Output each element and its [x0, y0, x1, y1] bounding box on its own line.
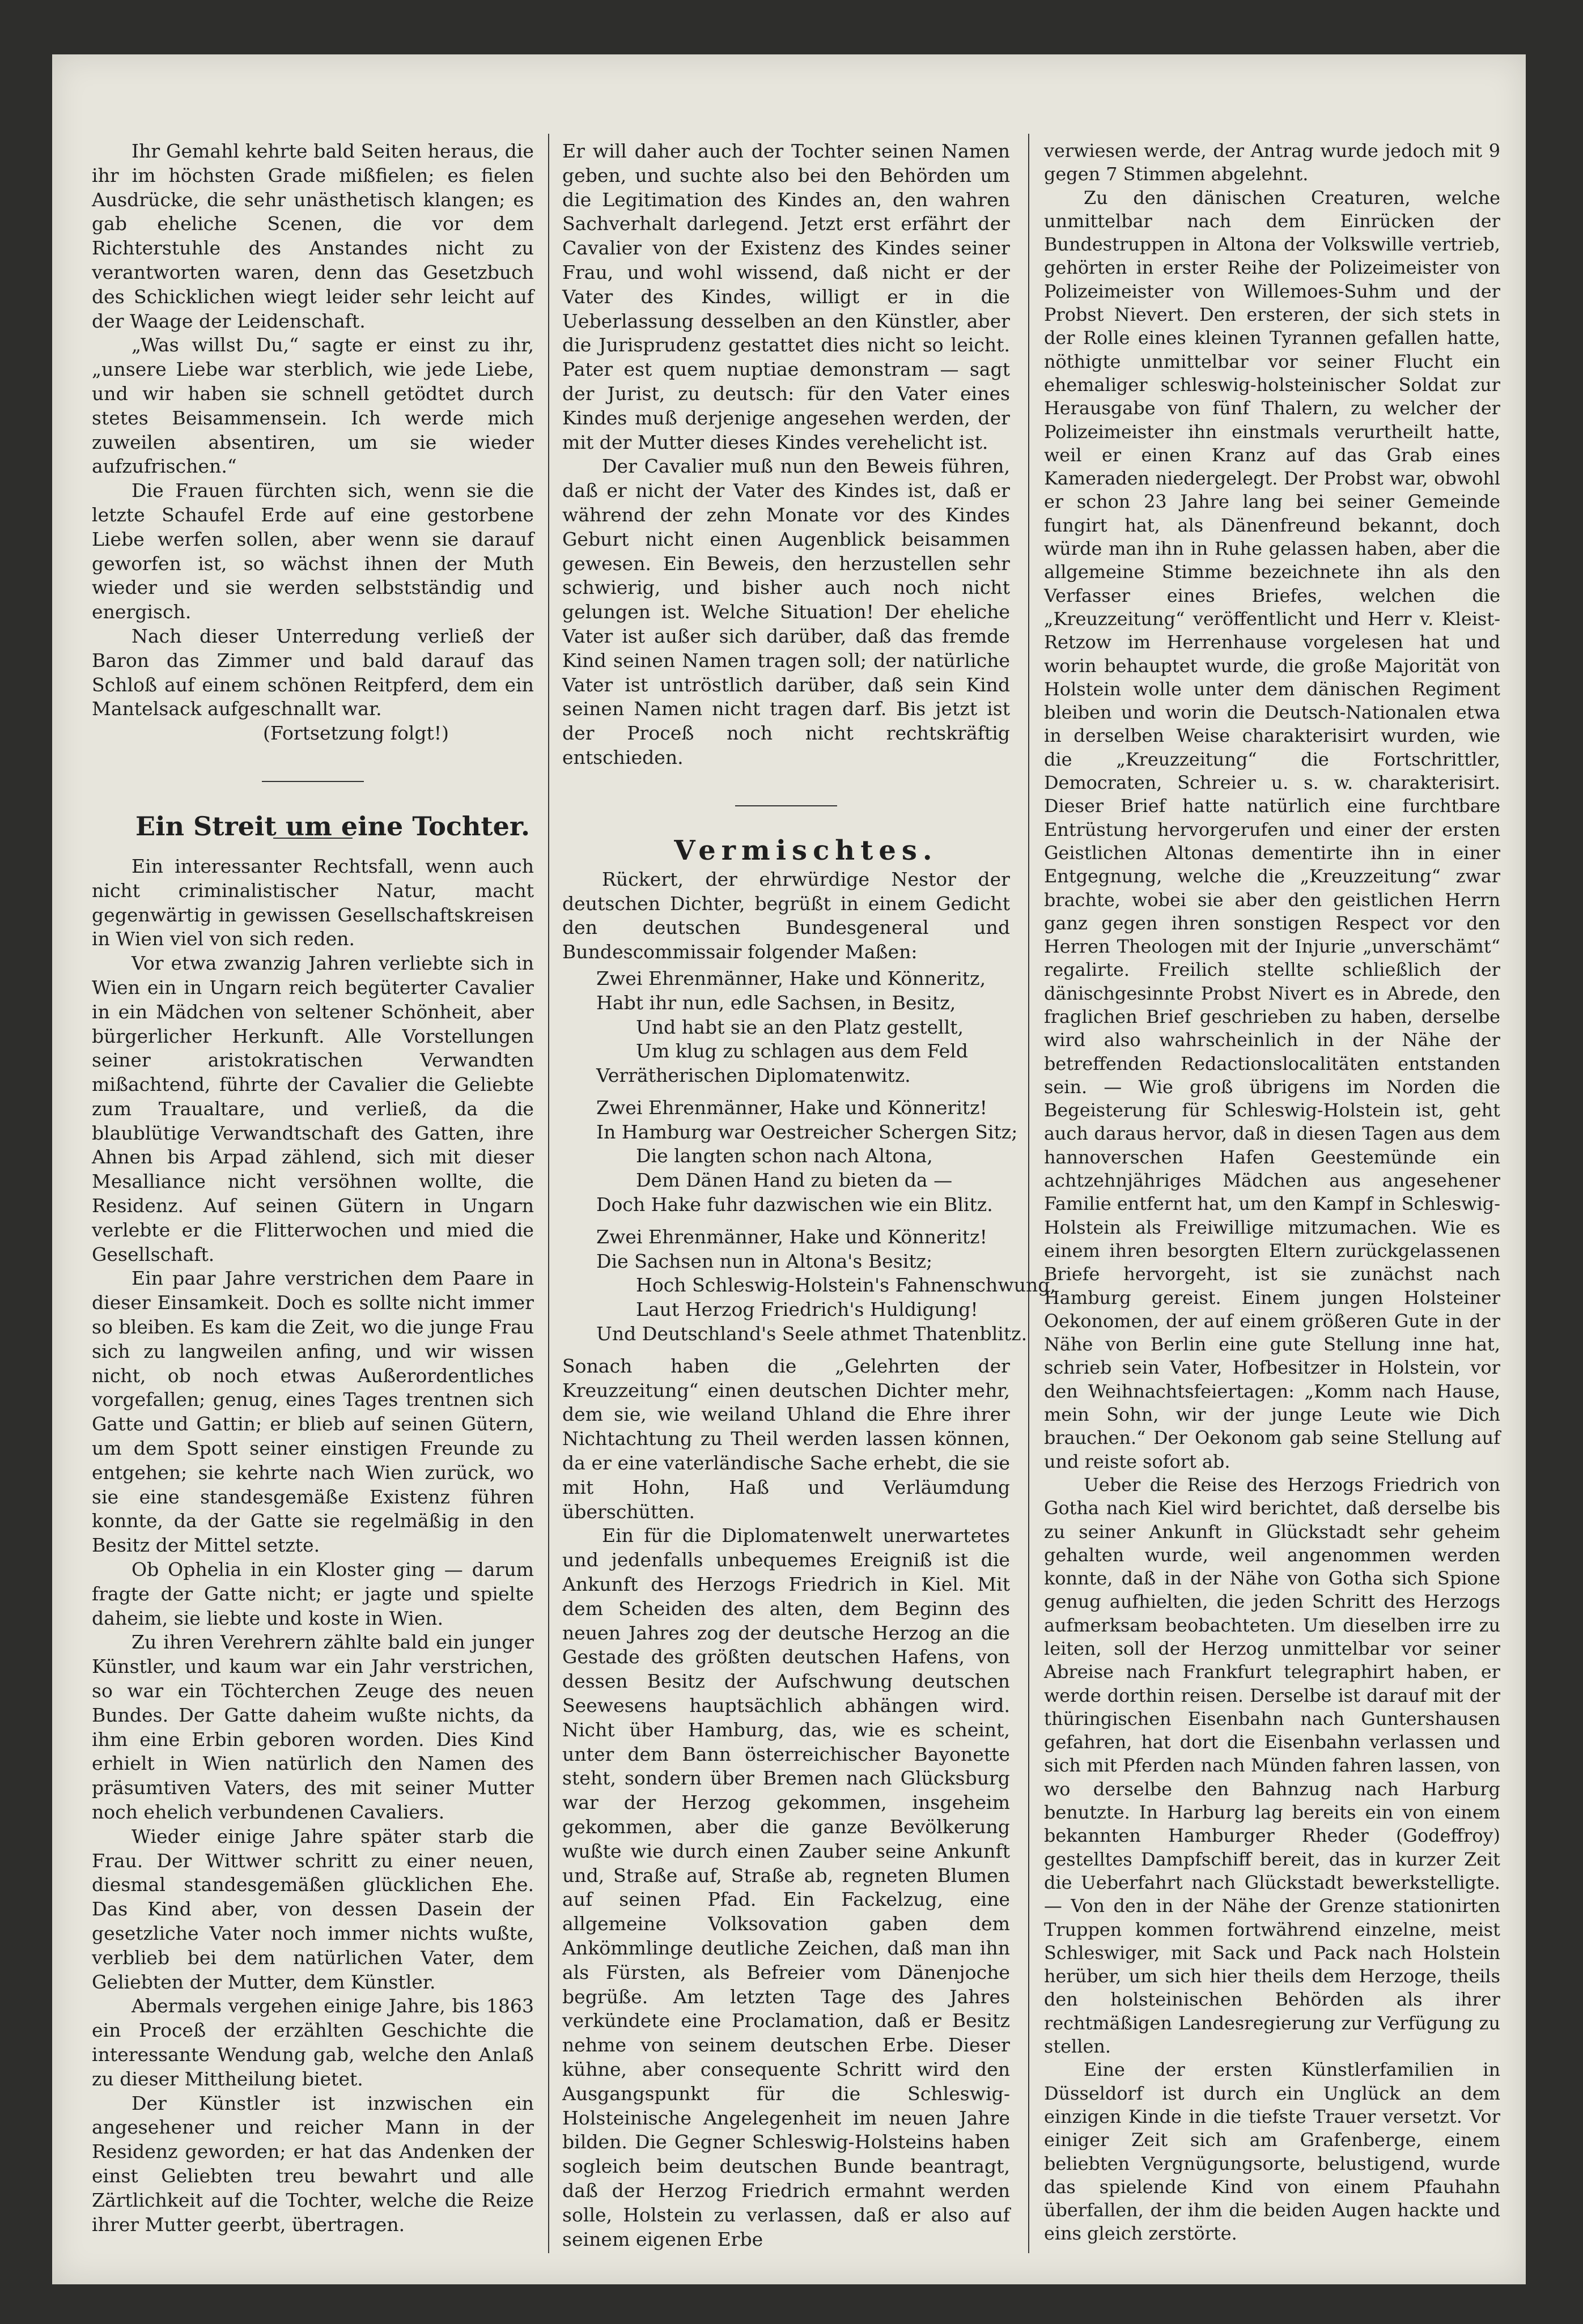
article-title: Ein Streit um eine Tochter.: [135, 810, 530, 842]
poem-line: Zwei Ehrenmänner, Hake und Könneritz,: [596, 967, 986, 989]
poem-line: Die langten schon nach Altona,: [636, 1145, 933, 1167]
paragraph: Die Frauen fürchten sich, wenn sie die letzte Schaufel Erde auf eine gestorbene Liebe werfen sollen, aber wenn sie darauf geworfen ist, so wächst ihnen der Muth wieder und sie werden selbstständig und energisch.: [92, 479, 534, 623]
poem-line: In Hamburg war Oestreicher Schergen Sitz;: [596, 1120, 1018, 1143]
poem-line: Zwei Ehrenmänner, Hake und Könneritz!: [596, 1225, 987, 1248]
poem-line: Um klug zu schlagen aus dem Feld: [636, 1040, 968, 1063]
poem-line: Verrätherischen Diplomatenwitz.: [596, 1064, 911, 1087]
paragraph: verwiesen werde, der Antrag wurde jedoch mit 9 gegen 7 Stimmen abgelehnt.: [1044, 140, 1500, 185]
poem-line: Die Sachsen nun in Altona's Besitz;: [596, 1250, 933, 1272]
paragraph: Abermals vergehen einige Jahre, bis 1863 ein Proceß der erzählten Geschichte die interessante Wendung gab, welche den Anlaß zu dieser Mittheilung bietet.: [92, 1995, 534, 2090]
poem-line: Laut Herzog Friedrich's Huldigung!: [636, 1298, 978, 1321]
column-3: [1044, 139, 1500, 2246]
poem-line: Dem Dänen Hand zu bieten da —: [636, 1169, 953, 1192]
paragraph: Zu ihren Verehrern zählte bald ein junger Künstler, und kaum war ein Jahr verstrichen, so war ein Töchterchen Zeuge des neuen Bundes. Der Gatte daheim wußte nichts, da ihm eine Erbin geboren worden. Dies Kind erhielt in Wien natürlich den Namen des präsumtiven Vaters, des mit seiner Mutter noch ehelich verbundenen Cavaliers.: [92, 1631, 534, 1823]
poem-line: Doch Hake fuhr dazwischen wie ein Blitz.: [596, 1193, 993, 1216]
poem-line: Und Deutschland's Seele athmet Thatenblitz.: [596, 1323, 1028, 1345]
poem-line: Und habt sie an den Platz gestellt,: [636, 1016, 964, 1038]
column-2: [562, 139, 1056, 2251]
section-title: Vermischtes.: [674, 834, 938, 866]
paragraph: „Was willst Du,“ sagte er einst zu ihr, „unsere Liebe war sterblich, wie jede Liebe, und wir haben sie schnell getödtet durch stetes Beisammensein. Ich werde mich zuweilen absentiren, um sie wieder aufzufrischen.“: [92, 334, 534, 478]
paragraph: Er will daher auch der Tochter seinen Namen geben, und suchte also bei den Behörden um die Legitimation des Kindes an, den wahren Sachverhalt darlegend. Jetzt erst erfährt der Cavalier von der Existenz des Kindes seiner Frau, und wohl wissend, daß nicht er der Vater des Kindes, willigt er in die Ueberlassung desselben an den Künstler, aber die Jurisprudenz gestattet dies nicht so leicht. Pater est quem nuptiae demonstram — sagt der Jurist, zu deutsch: für den Vater eines Kindes muß derjenige angesehen werden, der mit der Mutter dieses Kindes verehelicht ist.: [562, 140, 1010, 453]
column-1: [92, 139, 534, 2237]
paragraph: Rückert, der ehrwürdige Nestor der deutschen Dichter, begrüßt in einem Gedicht den deutschen Bundesgeneral und Bundescommissair folgender Maßen:: [562, 868, 1010, 963]
section-divider: [735, 805, 837, 806]
paragraph: Ihr Gemahl kehrte bald Seiten heraus, die ihr im höchsten Grade mißfielen; es fielen Ausdrücke, die sehr unästhetisch klangen; es gab eheliche Scenen, die vor dem Richterstuhle des Anstandes nicht zu verantworten waren, denn das Gesetzbuch des Schicklichen wiegt leider sehr leicht auf der Waage der Leidenschaft.: [92, 140, 534, 332]
paragraph: Ob Ophelia in ein Kloster ging — darum fragte der Gatte nicht; er jagte und spielte daheim, sie liebte und koste in Wien.: [92, 1558, 534, 1629]
paragraph: Zu den dänischen Creaturen, welche unmittelbar nach dem Einrücken der Bundestruppen in Altona der Volkswille vertrieb, gehörten in erster Reihe der Polizeimeister von Polizeimeister von Willemoes-Suhm und der Probst Nievert. Den ersteren, der sich stets in der Rolle eines kleinen Tyrannen gefallen hatte, nöthigte unmittelbar vor seiner Flucht ein ehemaliger schleswig-holsteinischer Soldat zur Herausgabe von fünf Thalern, zu welcher der Polizeimeister ihn einstmals verurtheilt hatte, weil er einen Kranz auf das Grab eines Kameraden niedergelegt. Der Probst war, obwohl er schon 23 Jahre lang bei seiner Gemeinde fungirt hat, als Dänenfreund bekannt, doch würde man ihn in Ruhe gelassen haben, aber die allgemeine Stimme bezeichnete ihn als den Verfasser eines Briefes, welchen die „Kreuzzeitung“ veröffentlicht und Herr v. Kleist-Retzow im Herrenhause vorgelesen hat und worin behauptet wurde, die große Majorität von Holstein wolle unter dem dänischen Regiment bleiben und worin die Deutsch-Nationalen etwa in derselben Weise charakterisirt wurden, wie die „Kreuzzeitung“ die Fortschrittler, Democraten, Schreier u. s. w. charakterisirt. Dieser Brief hatte natürlich eine furchtbare Entrüstung hervorgerufen und einer der ersten Geistlichen Altonas dementirte ihn in einer Entgegnung, welche die „Kreuzzeitung“ zwar brachte, wobei sie aber den geistlichen Herrn ganz gegen ihren sonstigen Respect vor den Herren Theologen mit der Injurie „unverschämt“ regalirte. Freilich stellte schließlich der dänischgesinnte Probst Nivert es in Abrede, den fraglichen Brief geschrieben zu haben, derselbe wird also wahrscheinlich in der Nähe der betreffenden Redactionslocalitäten entstanden sein. — Wie groß übrigens im Norden die Begeisterung für Schleswig-Holstein ist, geht auch daraus hervor, daß in diesen Tagen aus dem hannoverschen Hafen Geestemünde ein achtzehnjähriges Mädchen aus angesehener Familie entfernt hat, um den Kampf in Schleswig-Holstein als Freiwillige mitzumachen. Wie es einem ihren besorgten Eltern zurückgelassenen Briefe hervorgeht, ist sie zunächst nach Hamburg gereist. Einem jungen Holsteiner Oekonomen, der auf einem größeren Gute in der Nähe von Berlin eine gute Stellung inne hat, schrieb sein Vater, Hofbesitzer in Holstein, vor den Weihnachtsfeiertagen: „Komm nach Hause, mein Sohn, wir der junge Leute wie Dich brauchen.“ Der Oekonom gab seine Stellung auf und reiste sofort ab.: [1044, 186, 1500, 1472]
paragraph: Der Künstler ist inzwischen ein angesehener und reicher Mann in der Residenz geworden; er hat das Andenken der einst Geliebten treu bewahrt und alle Zärtlichkeit auf die Tochter, welche die Reize ihrer Mutter geerbt, übertragen.: [92, 2092, 534, 2236]
paragraph: Ein paar Jahre verstrichen dem Paare in dieser Einsamkeit. Doch es sollte nicht immer so bleiben. Es kam die Zeit, wo die junge Frau sich zu langweilen anfing, und wir wissen nicht, ob noch etwas Außerordentliches vorgefallen; genug, eines Tages trentnen sich Gatte und Gattin; er blieb auf seinen Gütern, um dem Spott seiner einstigen Freunde zu entgehen; sie kehrte nach Wien zurück, wo sie eine standesgemäße Existenz führen konnte, da der Gatte sie regelmäßig in den Besitz der Mittel setzte.: [92, 1267, 534, 1557]
section-divider: [262, 781, 364, 782]
poem-line: Hoch Schleswig-Holstein's Fahnenschwung,: [636, 1274, 1056, 1297]
paragraph: Ueber die Reise des Herzogs Friedrich von Gotha nach Kiel wird berichtet, daß derselbe bis zu seiner Ankunft in Glückstadt sehr geheim gehalten wurde, weil angenommen werden konnte, daß in der Nähe von Gotha sich Spione genug aufhielten, die jeden Schritt des Herzogs aufmerksam beobachteten. Um dieselben irre zu leiten, soll der Herzog unmittelbar vor seiner Abreise nach Frankfurt telegraphirt haben, er werde dorthin reisen. Derselbe ist darauf mit der thüringischen Eisenbahn nach Guntershausen gefahren, hat dort die Eisenbahn verlassen und sich mit Pferden nach Münden fahren lassen, von wo derselbe den Bahnzug nach Harburg benutzte. In Harburg lag bereits ein von einem bekannten Hamburger Rheder (Godeffroy) gestelltes Dampfschiff bereit, das in kurzer Zeit die Ueberfahrt nach Glückstadt bewerkstelligte. — Von den in der Nähe der Grenze stationirten Truppen kommen fortwährend einzelne, meist Schleswiger, mit Sack und Pack nach Holstein herüber, um sich hier theils dem Herzoge, theils den holsteinischen Behörden als ihrer rechtmäßigen Landesregierung zur Verfügung zu stellen.: [1044, 1473, 1500, 2058]
paragraph: Wieder einige Jahre später starb die Frau. Der Wittwer schritt zu einer neuen, diesmal standesgemäßen glücklichen Ehe. Das Kind aber, von dessen Dasein der gesetzliche Vater noch immer nichts wußte, verblieb bei dem natürlichen Vater, dem Geliebten der Mutter, dem Künstler.: [92, 1825, 534, 1993]
paragraph: Sonach haben die „Gelehrten der Kreuzzeitung“ einen deutschen Dichter mehr, dem sie, wie weiland Uhland die Ehre ihrer Nichtachtung zu Theil werden lassen können, da er eine vaterländische Sache erhebt, die sie mit Hohn, Haß und Verläumdung überschütten.: [562, 1354, 1010, 1523]
continued-note: (Fortsetzung folgt!): [262, 722, 449, 745]
poem-stanza: [562, 1096, 1018, 1217]
column-rule-left: [548, 134, 549, 2253]
paragraph: Vor etwa zwanzig Jahren verliebte sich in Wien ein in Ungarn reich begüterter Cavalier in ein Mädchen von seltener Schönheit, aber bürgerlicher Herkunft. Alle Vorstellungen seiner aristokratischen Verwandten mißachtend, führte der Cavalier die Geliebte zum Traualtare, und verließ, da die blaublütige Verwandtschaft des Gatten, ihre Ahnen bis Arpad zählend, sich mit dieser Mesalliance nicht versöhnen wollte, die Residenz. Auf seinen Gütern in Ungarn verlebte er die Flitterwochen und mied die Gesellschaft.: [92, 952, 534, 1265]
poem-stanza: [562, 967, 1010, 1088]
paragraph: Eine der ersten Künstlerfamilien in Düsseldorf ist durch ein Unglück an dem einzigen Kinde in die tiefste Trauer versetzt. Vor einiger Zeit sich am Grafenberge, einem beliebten Vergnügungsorte, belustigend, wurde das spielende Kind von einem Pfauhahn überfallen, der ihm die beiden Augen hackte und eins gleich zerstörte.: [1044, 2059, 1500, 2245]
poem-line: Zwei Ehrenmänner, Hake und Könneritz!: [596, 1096, 987, 1119]
paragraph: Nach dieser Unterredung verließ der Baron das Zimmer und bald darauf das Schloß auf einem schönen Reitpferd, dem ein Mantelsack aufgeschnallt war.: [92, 624, 534, 720]
newspaper-page: [52, 54, 1526, 2284]
paragraph: Ein für die Diplomatenwelt unerwartetes und jedenfalls unbequemes Ereigniß ist die Ankunft des Herzogs Friedrich in Kiel. Mit dem Scheiden des alten, dem Beginn des neuen Jahres zog der deutsche Herzog an die Gestade des größten deutschen Hafens, von dessen Besitz der Aufschwung deutschen Seewesens hauptsächlich abhängen wird. Nicht über Hamburg, das, wie es scheint, unter dem Bann österreichischer Bayonette steht, sondern über Bremen nach Glücksburg war der Herzog gekommen, insgeheim gekommen, aber die ganze Bevölkerung wußte wie durch einen Zauber seine Ankunft und, Straße auf, Straße ab, regneten Blumen auf seinen Pfad. Ein Fackelzug, eine allgemeine Volksovation gaben dem Ankömmlinge deutliche Zeichen, daß man ihn als Fürsten, als Befreier vom Dänenjoche begrüße. Am letzten Tage des Jahres verkündete eine Proclamation, daß er Besitz nehme von seinem deutschen Erbe. Dieser kühne, aber consequente Schritt wird den Ausgangspunkt für die Schleswig-Holsteinische Angelegenheit im neuen Jahre bilden. Die Gegner Schleswig-Holsteins haben sogleich beim deutschen Bunde beantragt, daß der Herzog Friedrich ermahnt werden solle, Holstein zu verlassen, daß er also auf seinem eigenen Erbe: [562, 1524, 1010, 2250]
paragraph: Der Cavalier muß nun den Beweis führen, daß er nicht der Vater des Kindes ist, daß er während der zehn Monate vor des Kindes Geburt nicht einen Augenblick beisammen gewesen. Ein Beweis, den herzustellen sehr schwierig, und bisher auch noch nicht gelungen ist. Welche Situation! Der eheliche Vater ist außer sich darüber, daß das fremde Kind seinen Namen tragen soll; der natürliche Vater ist untröstlich darüber, daß sein Kind seinen Namen nicht tragen darf. Bis jetzt ist der Proceß noch nicht rechtskräftig entschieden.: [562, 455, 1010, 768]
column-rule-right: [1028, 134, 1029, 2253]
paragraph: Ein interessanter Rechtsfall, wenn auch nicht criminalistischer Natur, macht gegenwärtig in gewissen Gesellschaftskreisen in Wien viel von sich reden.: [92, 855, 534, 950]
poem-line: Habt ihr nun, edle Sachsen, in Besitz,: [596, 991, 956, 1014]
poem-stanza: [562, 1225, 1056, 1346]
